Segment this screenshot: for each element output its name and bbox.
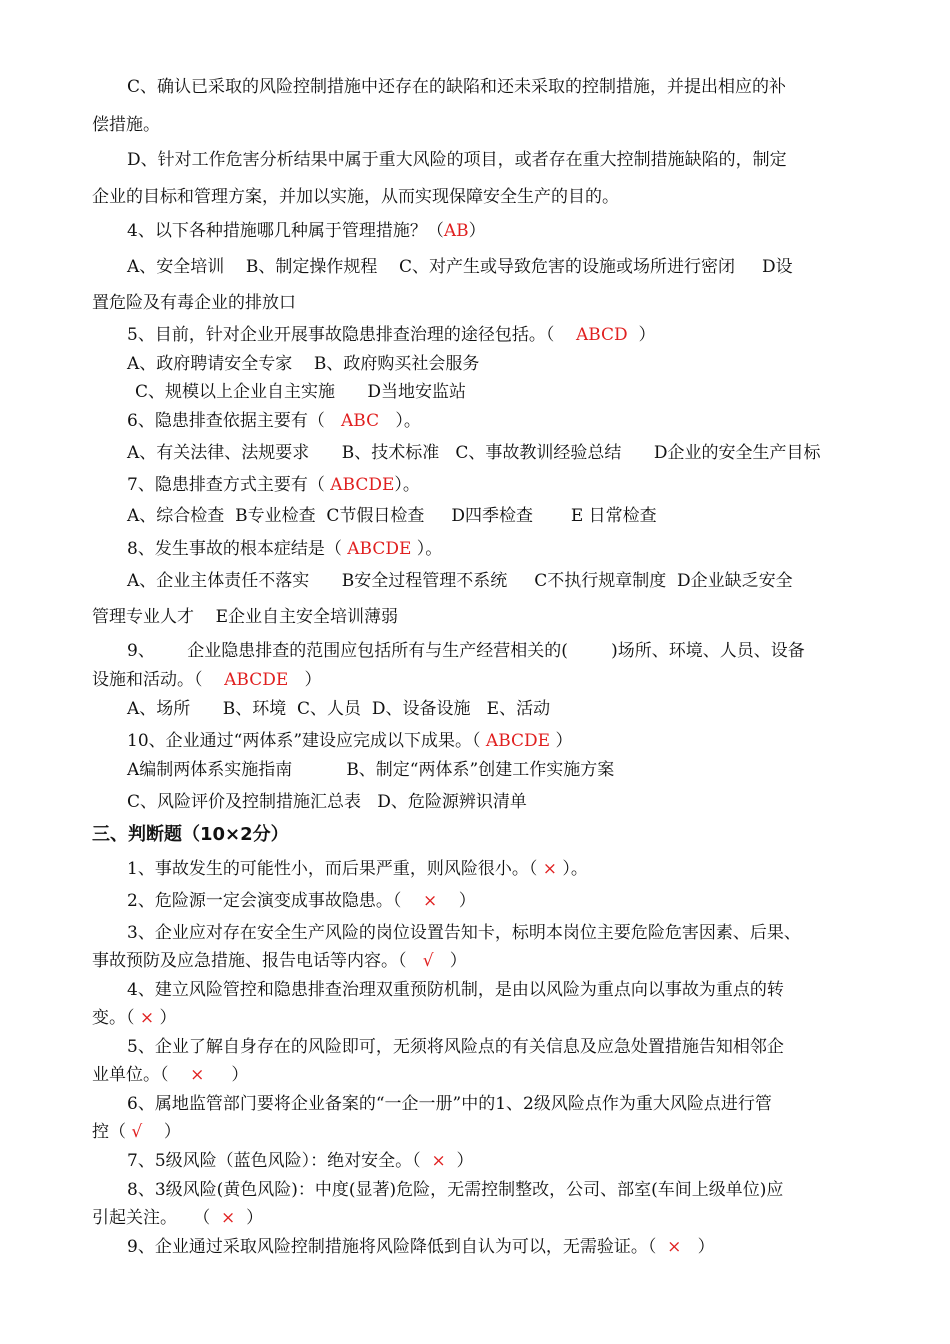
q10-stem-text: 10、企业通过“两体系”建设应完成以下成果。（ <box>127 731 486 751</box>
q6-stem <box>127 410 421 432</box>
tf-item-3-text: 事故预防及应急措施、报告电话等内容。（ <box>92 951 423 971</box>
q6-options-line1: A、有关法律、法规要求 B、技术标准 C、事故教训经验总结 D企业的安全生产目标 <box>127 443 821 463</box>
q3-option-c-line1: C、确认已采取的风险控制措施中还存在的缺陷和还未采取的控制措施，并提出相应的补 <box>127 77 787 97</box>
tf-item-1-answer: × <box>542 859 557 879</box>
tf-item-6-end: ） <box>142 1122 181 1142</box>
tf-item-3-line2 <box>92 950 467 972</box>
q9-options-line1: A、场所 B、环境 C、人员 D、设备设施 E、活动 <box>127 699 551 719</box>
tf-item-6-line1: 6、属地监管部门要将企业备案的“一企一册”中的1、2级风险点作为重大风险点进行管 <box>127 1094 772 1114</box>
q10-stem-end: ） <box>550 731 573 751</box>
q7-stem-text: 7、隐患排查方式主要有（ <box>127 475 331 495</box>
tf-item-8-line1: 8、3级风险(黄色风险)：中度(显著)危险，无需控制整改，公司、部室(车间上级单位)应 <box>127 1180 784 1200</box>
tf-item-5-line2 <box>92 1064 248 1086</box>
tf-item-2-end: ） <box>437 891 476 911</box>
q10-stem <box>127 730 572 752</box>
q5-options-line2: C、规模以上企业自主实施 D当地安监站 <box>135 382 467 402</box>
q8-stem-end: ）。 <box>411 539 443 559</box>
q5-stem-end: ） <box>627 325 656 345</box>
tf-item-9-text: 9、企业通过采取风险控制措施将风险降低到自认为可以，无需验证。（ <box>127 1237 668 1257</box>
q8-stem <box>127 538 442 560</box>
tf-item-8-line2 <box>92 1207 263 1229</box>
tf-item-5-line1: 5、企业了解自身存在的风险即可，无须将风险点的有关信息及应急处置措施告知相邻企 <box>127 1037 784 1057</box>
tf-item-5-end: ） <box>204 1065 249 1085</box>
q4-stem-end: ） <box>468 221 486 241</box>
q8-options-line2: 管理专业人才 E企业自主安全培训薄弱 <box>92 607 399 627</box>
tf-item-2-answer: × <box>422 891 438 911</box>
q8-answer: ABCDE <box>347 539 412 559</box>
tf-item-7-answer: × <box>431 1151 446 1171</box>
tf-item-7-end: ） <box>445 1151 474 1171</box>
tf-item-9-end: ） <box>681 1237 715 1257</box>
q3-option-c-line2: 偿措施。 <box>92 115 160 135</box>
q10-answer: ABCDE <box>485 731 551 751</box>
tf-item-3-line1: 3、企业应对存在安全生产风险的岗位设置告知卡，标明本岗位主要危险危害因素、后果、 <box>127 923 801 943</box>
tf-item-1 <box>127 858 588 880</box>
tf-item-9 <box>127 1236 715 1258</box>
q10-options-line2: C、风险评价及控制措施汇总表 D、危险源辨识清单 <box>127 792 527 812</box>
q7-stem-end: ）。 <box>394 475 420 495</box>
tf-item-9-answer: × <box>667 1237 682 1257</box>
q3-option-d-line1: D、针对工作危害分析结果中属于重大风险的项目，或者存在重大控制措施缺陷的，制定 <box>127 150 787 170</box>
tf-item-6-answer: √ <box>131 1122 143 1142</box>
q4-stem-text: 4、以下各种措施哪几种属于管理措施？（ <box>127 221 444 241</box>
q4-stem <box>127 220 486 242</box>
q5-stem-text: 5、目前，针对企业开展事故隐患排查治理的途径包括。（ <box>127 325 576 345</box>
q5-answer: ABCD <box>575 325 628 345</box>
tf-item-3-answer: √ <box>422 951 434 971</box>
q7-answer: ABCDE <box>330 475 395 495</box>
tf-item-2 <box>127 890 476 912</box>
tf-item-4-end: ） <box>154 1008 177 1028</box>
tf-item-3-end: ） <box>433 951 467 971</box>
q4-options-line2: 置危险及有毒企业的排放口 <box>92 293 296 313</box>
tf-item-4-text: 变。（ <box>92 1008 140 1028</box>
q4-answer: AB <box>443 221 469 241</box>
tf-item-8-answer: × <box>221 1208 236 1228</box>
q7-stem <box>127 474 420 496</box>
tf-item-6-text: 控（ <box>92 1122 132 1142</box>
tf-item-4-line1: 4、建立风险管控和隐患排查治理双重预防机制，是由以风险为重点向以事故为重点的转 <box>127 980 784 1000</box>
q9-stem-line1: 9、 企业隐患排查的范围应包括所有与生产经营相关的( )场所、环境、人员、设备 <box>127 641 805 661</box>
q9-stem-text: 设施和活动。（ <box>92 670 225 690</box>
tf-item-4-line2 <box>92 1007 177 1029</box>
q7-options-line1: A、综合检查 B专业检查 C节假日检查 D四季检查 E 日常检查 <box>127 506 657 526</box>
q6-answer: ABC <box>341 411 380 431</box>
tf-item-8-end: ） <box>235 1208 264 1228</box>
q4-options-line1: A、安全培训 B、制定操作规程 C、对产生或导致危害的设施或场所进行密闭 D设 <box>127 257 793 277</box>
tf-item-5-text: 业单位。（ <box>92 1065 191 1085</box>
tf-item-1-text: 1、事故发生的可能性小，而后果严重，则风险很小。（ <box>127 859 543 879</box>
q5-stem <box>127 324 655 346</box>
q6-stem-end: ）。 <box>379 411 421 431</box>
tf-item-2-text: 2、危险源一定会演变成事故隐患。（ <box>127 891 423 911</box>
tf-item-6-line2 <box>92 1121 181 1143</box>
q9-stem-end: ） <box>288 670 322 690</box>
q8-stem-text: 8、发生事故的根本症结是（ <box>127 539 348 559</box>
q5-options-line1: A、政府聘请安全专家 B、政府购买社会服务 <box>127 354 480 374</box>
q9-answer: ABCDE <box>224 670 289 690</box>
q6-stem-text: 6、隐患排查依据主要有（ <box>127 411 342 431</box>
tf-item-1-end: ）。 <box>556 859 588 879</box>
tf-item-4-answer: × <box>139 1008 155 1028</box>
tf-item-7-text: 7、5级风险（蓝色风险）：绝对安全。（ <box>127 1151 432 1171</box>
tf-item-8-text: 引起关注。 （ <box>92 1208 222 1228</box>
section-heading-true-false: 三、判断题（10×2分） <box>92 824 289 845</box>
q3-option-d-line2: 企业的目标和管理方案，并加以实施，从而实现保障安全生产的目的。 <box>92 187 619 207</box>
q8-options-line1: A、企业主体责任不落实 B安全过程管理不系统 C不执行规章制度 D企业缺乏安全 <box>127 571 793 591</box>
q10-options-line1: A编制两体系实施指南 B、制定“两体系”创建工作实施方案 <box>127 760 615 780</box>
tf-item-5-answer: × <box>190 1065 205 1085</box>
q9-stem-line2 <box>92 669 321 691</box>
tf-item-7 <box>127 1150 474 1172</box>
